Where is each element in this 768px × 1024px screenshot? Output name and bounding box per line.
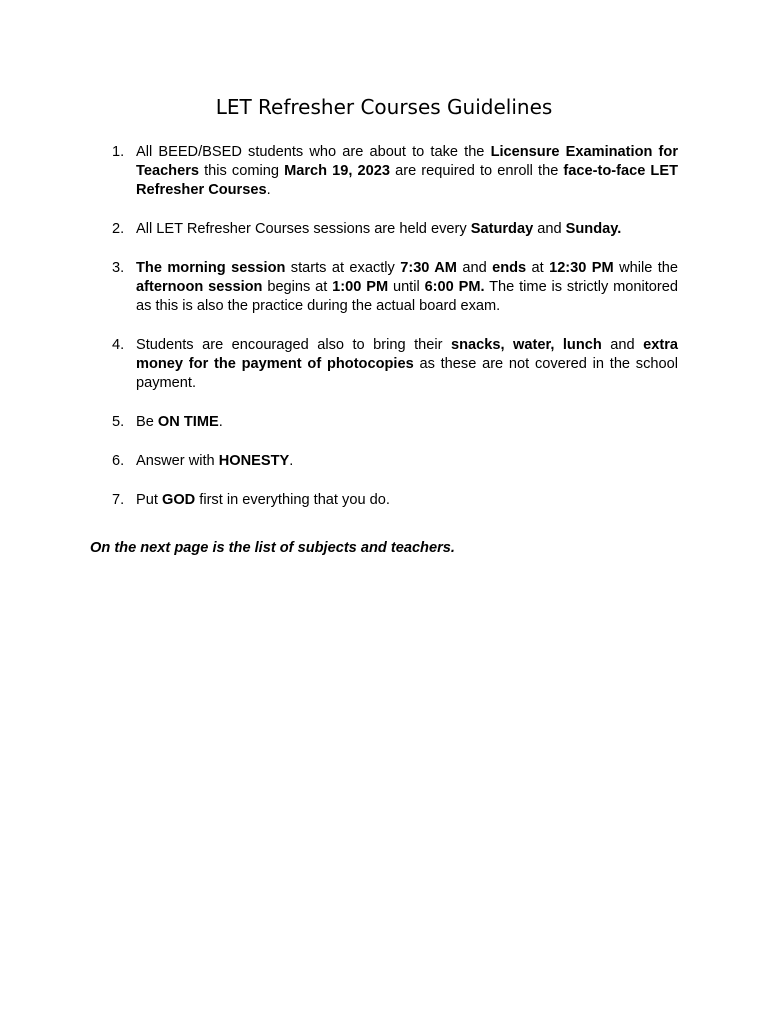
guideline-text-bold: ON TIME [157,414,219,430]
guideline-text-bold: Sunday. [565,221,622,237]
guideline-number: 3. [112,260,125,276]
guideline-text: starts at exactly [285,260,401,276]
guideline-text: . [289,453,294,469]
guideline-item [108,143,678,200]
guideline-text: . [266,182,271,198]
guidelines-list [108,143,678,530]
guideline-text-bold: HONESTY [218,453,290,469]
guideline-text-bold: 12:30 PM [549,260,614,276]
guideline-text: until [388,279,425,295]
guideline-text: and [456,260,493,276]
guideline-item [108,452,678,471]
guideline-text-bold: GOD [161,492,196,508]
guideline-text-bold: afternoon session [136,279,263,295]
guideline-text-bold: extra money for the payment of photocopies [136,337,678,372]
guideline-text: as these are not covered in the school payment. [136,356,678,391]
guideline-item [108,336,678,393]
guideline-text: Students are encouraged also to bring their [136,337,451,353]
guideline-item [108,413,678,432]
guideline-item [108,491,678,510]
guideline-text-bold: The morning session [136,260,286,276]
guideline-item [108,259,678,316]
guideline-text-bold: face-to-face LET Refresher Courses [136,163,678,198]
guideline-text: and [601,337,644,353]
guideline-text: begins at [262,279,333,295]
guideline-text-bold: March 19, 2023 [284,163,391,179]
guideline-text: Answer with [136,453,219,469]
guideline-text: All BEED/BSED students who are about to take the [136,144,491,160]
guideline-text: The time is strictly monitored as this is also the practice during the actual board exam. [136,279,678,314]
guideline-text: at [526,260,550,276]
guideline-text: first in everything that you do. [195,492,390,508]
guideline-text-bold: 7:30 AM [400,260,457,276]
guideline-text-bold: 6:00 PM. [424,279,485,295]
guideline-text: are required to enroll the [390,163,564,179]
guideline-text: while the [613,260,678,276]
guideline-text: Be [136,414,158,430]
guideline-number: 5. [112,414,125,430]
guideline-text: this coming [199,163,285,179]
guideline-item [108,220,678,239]
guideline-text-bold: Licensure Examination for Teachers [136,144,678,179]
guideline-text-bold: 1:00 PM [332,279,389,295]
guideline-text-bold: ends [492,260,527,276]
guideline-text-bold: Saturday [470,221,534,237]
footer-note: On the next page is the list of subjects and teachers. [90,540,455,556]
guideline-text-bold: snacks, water, lunch [450,337,602,353]
guideline-text: Put [136,492,162,508]
guideline-number: 7. [112,492,125,508]
guideline-number: 6. [112,453,125,469]
guideline-number: 4. [112,337,125,353]
document-title: LET Refresher Courses Guidelines [215,95,553,119]
guideline-number: 1. [112,144,125,160]
guideline-text: . [218,414,223,430]
guideline-text: and [533,221,566,237]
guideline-number: 2. [112,221,125,237]
guideline-text: All LET Refresher Courses sessions are held every [136,221,471,237]
